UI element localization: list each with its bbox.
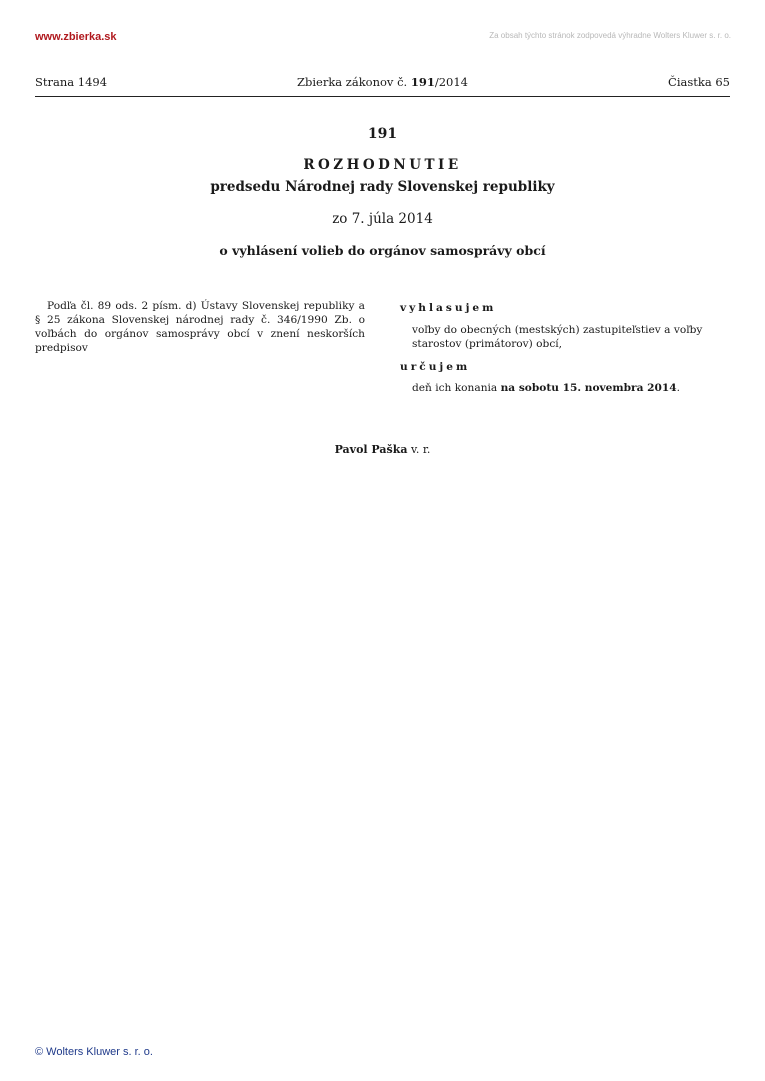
operative-text-2-suffix: .: [676, 382, 681, 394]
signatory-name: Pavol Paška: [334, 443, 408, 456]
operative-text-1: voľby do obecných (mestských) zastupiteľstiev a voľby starostov (primátorov) obcí,: [412, 324, 703, 350]
verb-proclaim: vyhlasujem: [400, 302, 497, 314]
site-link[interactable]: www.zbierka.sk: [35, 31, 117, 43]
document-type: ROZHODNUTIE: [303, 157, 462, 173]
copyright-footer: © Wolters Kluwer s. r. o.: [35, 1046, 153, 1058]
document-issuer: predsedu Národnej rady Slovenskej republiky: [210, 179, 555, 195]
election-date: na sobotu 15. novembra 2014: [500, 382, 677, 394]
document-subject: o vyhlásení volieb do orgánov samosprávy obcí: [219, 243, 546, 258]
running-header: [35, 75, 730, 97]
verb-determine: určujem: [400, 361, 471, 373]
preamble-column: [35, 299, 365, 355]
disclaimer-text: Za obsah týchto stránok zodpovedá výhradne Wolters Kluwer s. r. o.: [489, 31, 731, 40]
collection-prefix: Zbierka zákonov č.: [296, 75, 411, 89]
document-number: 191: [367, 126, 398, 142]
collection-number: 191: [410, 75, 435, 89]
signature: [0, 443, 765, 456]
preamble-text: Podľa čl. 89 ods. 2 písm. d) Ústavy Slovenskej republiky a § 25 zákona Slovenskej národnej rady č. 346/1990 Zb. o voľbách do orgánov samosprávy obcí v znení neskorších predpisov: [35, 300, 365, 354]
operative-text-2: [400, 381, 731, 395]
signature-suffix: v. r.: [407, 443, 431, 456]
page-number: Strana 1494: [35, 75, 108, 89]
collection-year: /2014: [434, 75, 469, 89]
document-date: zo 7. júla 2014: [332, 211, 433, 227]
collection-reference: [35, 75, 730, 89]
part-number: Čiastka 65: [668, 75, 730, 89]
operative-text-2-prefix: deň ich konania: [412, 382, 501, 394]
